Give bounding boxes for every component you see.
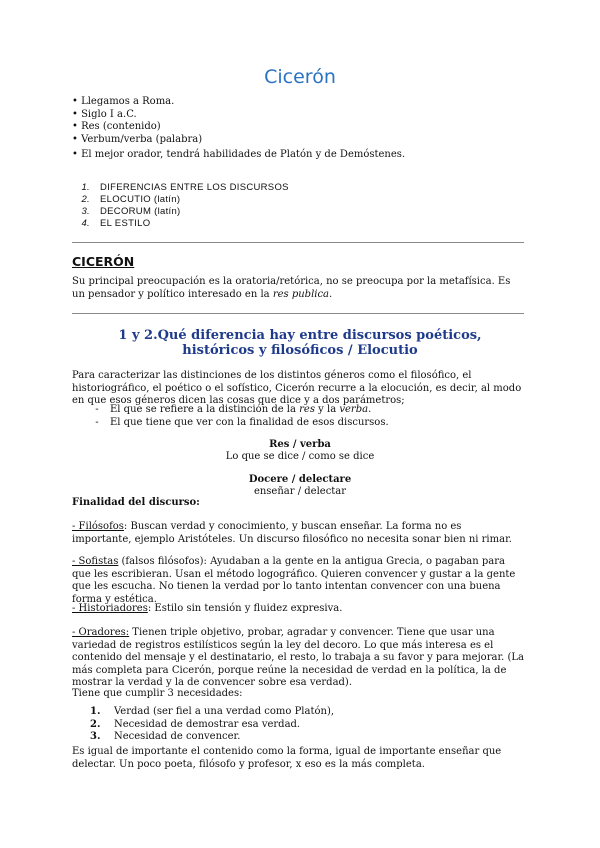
divider <box>72 242 524 243</box>
paragraph-filosofos: - Filósofos: Buscan verdad y conocimiento, y buscan enseñar. La forma no es importante, ejemplo Aristóteles. Un discurso filosófico no necesita sonar bien ni rimar. <box>72 521 512 545</box>
intro-bullet-list <box>72 96 405 162</box>
list-item: 3. Necesidad de convencer. <box>90 731 241 742</box>
dash-list <box>88 404 389 429</box>
list-item: • Verbum/verba (palabra) <box>72 133 203 145</box>
res-verba-title: Res / verba <box>269 439 331 450</box>
list-item: - El que tiene que ver con la finalidad de esos discursos. <box>95 416 389 428</box>
page-title: Cicerón <box>264 66 336 88</box>
necesidades-intro: Tiene que cumplir 3 necesidades: <box>72 688 243 699</box>
list-item: • El mejor orador, tendrá habilidades de Platón y de Demóstenes. <box>72 149 406 160</box>
list-item: 3. DECORUM (latín) <box>81 206 181 217</box>
docere-subtitle: enseñar / delectar <box>253 486 347 497</box>
paragraph-oradores: - Oradores: Tienen triple objetivo, probar, agradar y convencer. Tiene que usar una variedad de registros estilísticos según la ley del decoro. Lo que más interesa es el contenido del mensaje y el destinatario, el resto, lo trabaja a su favor y para mejorar. (La más completa para Cicerón, porque reúne la necesidad de verdad en la política, la de mostrar la verdad y la de convencer sobre esa verdad). <box>72 627 524 688</box>
paragraph-ciceron: Su principal preocupación es la oratoria/retórica, no se preocupa por la metafísica. Es un pensador y político interesado en la res publica. <box>72 276 511 300</box>
list-item: 1. DIFERENCIAS ENTRE LOS DISCURSOS <box>81 182 289 193</box>
paragraph-sofistas: - Sofistas (falsos filósofos): Ayudaban a la gente en la antigua Grecia, o pagaban para que les escribieran. Usan el método logográfico. Quieren convencer y gustar a la gente que les escucha. No tienen la verdad por lo tanto intentan convencer con una buena forma y estética. <box>72 556 516 605</box>
paragraph-intro: Para caracterizar las distinciones de los distintos géneros como el filosófico, el historiográfico, el poético o el sofístico, Cicerón recurre a la elocución, es decir, al modo en que esos géneros dicen las cosas que dice y a dos parámetros; <box>72 370 522 406</box>
list-item: 2. Necesidad de demostrar esa verdad. <box>90 718 301 730</box>
section-heading-diferencias: 1 y 2.Qué diferencia hay entre discursos poéticos, históricos y filosóficos / Elocutio <box>118 328 482 358</box>
res-verba-subtitle: Lo que se dice / como se dice <box>225 451 375 462</box>
list-item: - El que se refiere a la distinción de la res y la verba. <box>95 404 372 415</box>
paragraph-closing: Es igual de importante el contenido como la forma, igual de importante enseñar que delectar. Un poco poeta, filósofo y profesor, x eso es la más completa. <box>72 746 502 770</box>
needs-list <box>90 706 334 744</box>
section-heading-ciceron: CICERÓN <box>72 254 135 269</box>
list-item: 4. EL ESTILO <box>81 218 151 229</box>
docere-title: Docere / delectare <box>248 474 352 485</box>
divider <box>72 313 524 314</box>
list-item: • Siglo I a.C. <box>72 108 137 120</box>
paragraph-historiadores: - Historiadores: Estilo sin tensión y fluidez expresiva. <box>72 603 343 614</box>
list-item: 1. Verdad (ser fiel a una verdad como Platón), <box>90 706 335 717</box>
list-item: • Llegamos a Roma. <box>72 96 175 107</box>
list-item: • Res (contenido) <box>72 121 161 132</box>
finalidad-heading: Finalidad del discurso: <box>72 497 200 508</box>
topic-list <box>72 182 289 230</box>
list-item: 2. ELOCUTIO (latín) <box>81 194 181 205</box>
